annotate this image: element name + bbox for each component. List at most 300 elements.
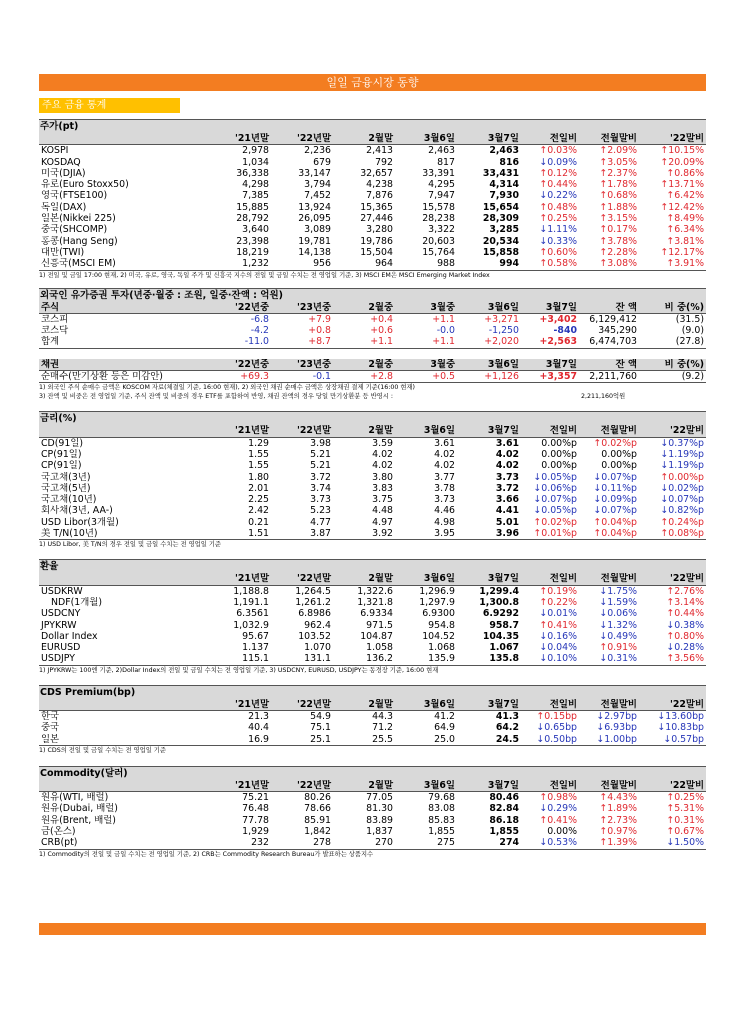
- cell-value: ↑0.44%: [666, 608, 704, 620]
- cell-value: ↓0.28%: [666, 642, 704, 654]
- cell-value: 2,211,760: [579, 371, 639, 383]
- cell-value: +3,271: [484, 313, 519, 325]
- cell-value: 1,188.8: [233, 585, 269, 597]
- column-header: '22말비: [639, 780, 706, 792]
- column-header: 잔 액: [579, 359, 639, 371]
- cell-value: ↓6.93bp: [596, 722, 637, 734]
- table-row: [39, 202, 706, 213]
- cell-value: 13,924: [298, 201, 331, 213]
- cell-value: ↓1.11%: [539, 224, 577, 236]
- cell-value: 4.02: [495, 448, 519, 460]
- cell-value: ↑0.80%: [666, 630, 704, 642]
- cell-value: ↑0.19%: [539, 585, 577, 597]
- cell-value: 85.91: [304, 814, 331, 826]
- cell-value: 1,032.9: [233, 619, 269, 631]
- commodity-section: [39, 766, 706, 859]
- column-header: 2월말: [333, 573, 395, 585]
- cell-value: 0.00%p: [541, 437, 577, 449]
- cell-value: 19,786: [360, 235, 393, 247]
- column-header: '22년말: [271, 780, 333, 792]
- column-header: [39, 573, 209, 585]
- cell-value: ↑1.39%: [579, 837, 639, 849]
- row-label: 대만(TWI): [41, 246, 85, 258]
- cell-value: 103.52: [298, 630, 331, 642]
- table-row: [39, 213, 706, 224]
- table-row: [39, 815, 706, 826]
- cell-value: 3.61: [434, 437, 455, 449]
- cell-value: 3,280: [366, 224, 393, 236]
- cell-value: 274: [457, 837, 521, 849]
- row-label: 美 T/N(10년): [39, 528, 209, 540]
- cell-value: ↓0.07%p: [533, 494, 577, 506]
- cell-value: 15,365: [360, 201, 393, 213]
- fx-section: [39, 559, 706, 674]
- cell-value: 36,338: [236, 167, 269, 179]
- cell-value: -0.0: [436, 325, 455, 337]
- table-row: [39, 642, 706, 653]
- cell-value: 77.05: [366, 792, 393, 804]
- table-row: [39, 313, 706, 325]
- cell-value: 6,474,703: [579, 336, 639, 348]
- cell-value: ↑0.86%: [666, 167, 704, 179]
- cell-value: +0.4: [370, 313, 393, 325]
- cell-value: +2,563: [521, 336, 579, 348]
- column-header: '22년중: [209, 359, 271, 371]
- cell-value: 20,534: [482, 235, 519, 247]
- table-row: [39, 145, 706, 157]
- cell-value: 44.3: [372, 710, 393, 722]
- commodity-note: 1) Commodity의 전일 및 금일 수치는 전 영업일 기준, 2) CRB는 Commodity Research Bureau가 발표하는 상품지수: [39, 850, 374, 858]
- cell-value: 1,034: [242, 156, 269, 168]
- cell-value: ↑3.56%: [639, 653, 706, 665]
- cell-value: 3.61: [495, 437, 519, 449]
- cell-value: 3.98: [310, 437, 331, 449]
- cell-value: 4.02: [434, 448, 455, 460]
- cell-value: 75.1: [310, 722, 331, 734]
- cell-value: (9.2): [639, 371, 706, 383]
- cell-value: 0.00%p: [541, 448, 577, 460]
- cell-value: 4.02: [372, 460, 393, 472]
- cell-value: 1,322.6: [357, 585, 393, 597]
- cell-value: -4.2: [250, 325, 269, 337]
- cell-value: 3.87: [271, 528, 333, 540]
- row-label: CRB(pt): [39, 837, 209, 849]
- cell-value: 1.070: [304, 642, 331, 654]
- cell-value: ↓1.00bp: [579, 734, 639, 746]
- cell-value: 1.058: [366, 642, 393, 654]
- column-header: '22년말: [271, 425, 333, 437]
- cell-value: 76.48: [242, 803, 269, 815]
- foreign-section: [39, 288, 706, 402]
- cell-value: ↓0.01%: [539, 608, 577, 620]
- cell-value: ↑0.00%p: [660, 471, 704, 483]
- cell-value: ↓0.38%: [666, 619, 704, 631]
- row-label: 국고채(5년): [41, 482, 91, 494]
- table-row: [39, 472, 706, 483]
- cell-value: 80.26: [304, 792, 331, 804]
- cell-value: ↓13.60bp: [657, 710, 704, 722]
- cell-value: 956: [271, 258, 333, 270]
- cell-value: ↑0.25%: [539, 213, 577, 225]
- stocks-table: [39, 133, 706, 271]
- column-header: 3월7일: [457, 133, 521, 145]
- cell-value: ↓0.82%p: [660, 505, 704, 517]
- cell-value: 971.5: [366, 619, 393, 631]
- cell-value: +0.8: [308, 325, 331, 337]
- cell-value: ↑0.03%: [539, 145, 577, 157]
- cell-value: 988: [395, 258, 457, 270]
- table-row: [39, 258, 706, 270]
- cell-value: +0.5: [395, 371, 457, 383]
- cds-section: [39, 685, 706, 755]
- cell-value: ↑0.25%: [666, 792, 704, 804]
- cell-value: 1,264.5: [295, 585, 331, 597]
- cell-value: ↑0.24%p: [660, 516, 704, 528]
- cell-value: 5.21: [310, 460, 331, 472]
- row-label: 홍콩(Hang Seng): [41, 235, 118, 247]
- column-header: '22년중: [209, 302, 271, 314]
- foreign-bond-table: [39, 359, 706, 384]
- table-row: [39, 224, 706, 235]
- cell-value: ↑0.01%p: [521, 528, 579, 540]
- row-label: 유로(Euro Stoxx50): [41, 179, 129, 191]
- column-header: '22말비: [639, 699, 706, 711]
- column-header: 2월말: [333, 133, 395, 145]
- cell-value: 71.2: [372, 722, 393, 734]
- cell-value: ↓0.09%: [539, 156, 577, 168]
- cell-value: 6.3561: [236, 608, 269, 620]
- cell-value: 2,463: [489, 145, 519, 157]
- cell-value: 1,855: [428, 826, 455, 838]
- cell-value: ↓1.59%: [599, 596, 637, 608]
- cell-value: 3.75: [372, 494, 393, 506]
- column-header: 3월7일: [457, 699, 521, 711]
- column-header: 전일비: [521, 699, 579, 711]
- cell-value: 85.83: [428, 814, 455, 826]
- cell-value: 18,219: [236, 246, 269, 258]
- column-header: 전일비: [521, 133, 579, 145]
- column-header: 3월7일: [457, 780, 521, 792]
- cell-value: 33,391: [422, 167, 455, 179]
- cell-value: ↑0.08%p: [639, 528, 706, 540]
- cell-value: ↓0.50bp: [521, 734, 579, 746]
- table-row: [39, 168, 706, 179]
- row-label: 회사채(3년, AA-): [41, 505, 113, 517]
- cell-value: 4,314: [489, 179, 519, 191]
- cell-value: ↑2.76%: [666, 585, 704, 597]
- row-label: 원유(WTI, 배럴): [41, 792, 109, 804]
- row-label: USDCNY: [41, 608, 81, 620]
- cell-value: 7,452: [304, 190, 331, 202]
- header-row: [39, 359, 706, 371]
- cell-value: (9.0): [681, 325, 704, 337]
- cell-value: ↓0.07%p: [593, 505, 637, 517]
- row-label: 원유(Brent, 배럴): [41, 814, 116, 826]
- cell-value: ↓0.09%p: [593, 494, 637, 506]
- table-row: [39, 722, 706, 733]
- cell-value: 81.30: [366, 803, 393, 815]
- cell-value: ↑0.91%: [599, 642, 637, 654]
- column-header: 2월중: [333, 302, 395, 314]
- cell-value: ↑20.09%: [660, 156, 704, 168]
- cell-value: ↑6.42%: [666, 190, 704, 202]
- cell-value: ↑0.97%: [599, 826, 637, 838]
- cell-value: 1,297.9: [419, 596, 455, 608]
- cell-value: +1.1: [432, 313, 455, 325]
- cell-value: 79.68: [428, 792, 455, 804]
- cell-value: 115.1: [209, 653, 271, 665]
- report-page: [39, 74, 706, 859]
- table-row: [39, 826, 706, 837]
- column-header: 전월말비: [579, 699, 639, 711]
- cell-value: 40.4: [248, 722, 269, 734]
- cell-value: 80.46: [489, 792, 519, 804]
- cell-value: ↓0.05%p: [533, 505, 577, 517]
- row-label: 영국(FTSE100): [41, 190, 108, 202]
- table-row: [39, 236, 706, 247]
- cell-value: ↑3.91%: [639, 258, 706, 270]
- cell-value: -1,250: [488, 325, 519, 337]
- column-header: '21년말: [209, 573, 271, 585]
- cell-value: ↓0.37%p: [660, 437, 704, 449]
- fx-table: [39, 573, 706, 665]
- cell-value: 1,321.8: [357, 596, 393, 608]
- cell-value: 41.3: [495, 710, 519, 722]
- row-label: JPYKRW: [41, 619, 77, 631]
- cell-value: 1,232: [209, 258, 271, 270]
- cell-value: 7,876: [366, 190, 393, 202]
- cell-value: ↑5.31%: [666, 803, 704, 815]
- fx-section-title: 환율: [39, 559, 706, 573]
- cell-value: 25.0: [395, 734, 457, 746]
- table-row: [39, 803, 706, 814]
- cell-value: 3.74: [310, 482, 331, 494]
- cell-value: 3.73: [310, 494, 331, 506]
- cell-value: 958.7: [489, 619, 519, 631]
- cell-value: ↓1.50%: [639, 837, 706, 849]
- column-header: '22말비: [639, 573, 706, 585]
- column-header: '23년중: [271, 359, 333, 371]
- cell-value: 104.52: [422, 630, 455, 642]
- column-header: 채권: [39, 359, 209, 371]
- table-row: [39, 157, 706, 168]
- cell-value: 3,089: [304, 224, 331, 236]
- cell-value: ↑0.41%: [539, 619, 577, 631]
- cell-value: 3.78: [434, 482, 455, 494]
- column-header: '21년말: [209, 780, 271, 792]
- cell-value: ↓0.53%: [521, 837, 579, 849]
- column-header: 3월6일: [395, 780, 457, 792]
- table-row: [39, 179, 706, 190]
- table-row: [39, 710, 706, 722]
- bottom-bar: [39, 923, 706, 935]
- cell-value: 2,236: [304, 145, 331, 157]
- column-header: 3월7일: [521, 302, 579, 314]
- cell-value: 816: [499, 156, 519, 168]
- cell-value: 1,855: [489, 826, 519, 838]
- cell-value: ↑0.48%: [539, 201, 577, 213]
- cell-value: +1.1: [333, 336, 395, 348]
- table-row: [39, 620, 706, 631]
- table-row: [39, 437, 706, 449]
- column-header: 2월중: [333, 359, 395, 371]
- fx-note: 1) JPYKRW는 100엔 기준, 2)Dollar Index의 전일 및 금일 수치는 전 영업일 기준, 3) USDCNY, EURUSD, USDJPY는 동경장 기준, 16:00 현재: [39, 666, 439, 674]
- cell-value: 1.55: [248, 448, 269, 460]
- column-header: [39, 425, 209, 437]
- cell-value: 3.73: [495, 471, 519, 483]
- cell-value: 15,504: [360, 246, 393, 258]
- cell-value: ↑3.05%: [599, 156, 637, 168]
- cell-value: 25.5: [333, 734, 395, 746]
- header-row: [39, 780, 706, 792]
- cell-value: 4.02: [495, 460, 519, 472]
- cell-value: 2,413: [366, 145, 393, 157]
- cell-value: 6.8986: [298, 608, 331, 620]
- cell-value: 1.067: [489, 642, 519, 654]
- cell-value: 33,431: [482, 167, 519, 179]
- cell-value: 28,792: [236, 213, 269, 225]
- cell-value: -11.0: [209, 336, 271, 348]
- cell-value: 3.66: [495, 494, 519, 506]
- cell-value: ↓0.10%: [521, 653, 579, 665]
- cell-value: 4.77: [310, 516, 331, 528]
- row-label: EURUSD: [41, 642, 81, 654]
- cell-value: 6,129,412: [589, 313, 637, 325]
- cell-value: ↑2.37%: [599, 167, 637, 179]
- column-header: '22년말: [271, 133, 333, 145]
- column-header: '21년말: [209, 699, 271, 711]
- cell-value: -840: [553, 325, 577, 337]
- stocks-section: [39, 119, 706, 280]
- cell-value: 0.00%p: [601, 460, 637, 472]
- cell-value: ↑0.68%: [599, 190, 637, 202]
- cell-value: 5.23: [310, 505, 331, 517]
- cell-value: ↑3.14%: [666, 596, 704, 608]
- cell-value: 33,147: [298, 167, 331, 179]
- cell-value: 1.068: [428, 642, 455, 654]
- cell-value: 3,285: [489, 224, 519, 236]
- table-row: [39, 494, 706, 505]
- column-header: 주식: [39, 302, 209, 314]
- cell-value: 2,463: [428, 145, 455, 157]
- cell-value: 77.78: [242, 814, 269, 826]
- cell-value: ↑0.44%: [539, 179, 577, 191]
- cell-value: +8.7: [271, 336, 333, 348]
- row-label: USD Libor(3개월): [41, 516, 119, 528]
- cell-value: +69.3: [209, 371, 271, 383]
- cell-value: 4,298: [242, 179, 269, 191]
- cell-value: 1.137: [242, 642, 269, 654]
- column-header: 전일비: [521, 780, 579, 792]
- row-label: 일본(Nikkei 225): [41, 213, 116, 225]
- column-header: '22말비: [639, 133, 706, 145]
- row-label: KOSPI: [41, 145, 69, 157]
- cell-value: ↓1.19%p: [660, 460, 704, 472]
- rates-section-title: 금리(%): [39, 411, 706, 425]
- cell-value: 23,398: [236, 235, 269, 247]
- cell-value: 275: [395, 837, 457, 849]
- row-label: 코스피: [41, 313, 69, 325]
- cell-value: ↑1.78%: [599, 179, 637, 191]
- cell-value: 75.21: [242, 792, 269, 804]
- cell-value: 1,929: [242, 826, 269, 838]
- cell-value: ↓0.11%p: [593, 482, 637, 494]
- cell-value: 345,290: [598, 325, 637, 337]
- foreign-note-2: [39, 393, 706, 401]
- column-header: 3월6일: [457, 302, 521, 314]
- column-header: 비 중(%): [639, 359, 706, 371]
- row-label: 합계: [39, 336, 209, 348]
- cell-value: 3.73: [434, 494, 455, 506]
- row-label: 국고채(10년): [41, 494, 97, 506]
- cell-value: ↑0.15bp: [536, 710, 577, 722]
- cell-value: ↑0.67%: [666, 826, 704, 838]
- cell-value: +2.8: [333, 371, 395, 383]
- cell-value: +3,402: [539, 313, 577, 325]
- cell-value: 131.1: [271, 653, 333, 665]
- row-label: 순매수(만기상환 등은 미감안): [39, 371, 209, 383]
- foreign-note-2-value: 2,211,160억원: [581, 393, 626, 401]
- header-row: [39, 133, 706, 145]
- cell-value: 3.95: [395, 528, 457, 540]
- report-subtitle: 주요 금융 통계: [39, 98, 180, 113]
- cell-value: 0.00%p: [541, 460, 577, 472]
- cell-value: ↓1.75%: [599, 585, 637, 597]
- cell-value: 28,238: [422, 213, 455, 225]
- cell-value: ↑0.31%: [666, 814, 704, 826]
- table-row: [39, 653, 706, 665]
- cell-value: +3,357: [521, 371, 579, 383]
- table-row: [39, 460, 706, 471]
- cell-value: 1,300.8: [479, 596, 519, 608]
- column-header: 전일비: [521, 425, 579, 437]
- cell-value: ↓0.65bp: [536, 722, 577, 734]
- cell-value: 54.9: [310, 710, 331, 722]
- row-label: 중국: [41, 722, 60, 734]
- column-header: 2월말: [333, 425, 395, 437]
- cell-value: 4.02: [372, 448, 393, 460]
- table-row: [39, 608, 706, 619]
- column-header: [39, 699, 209, 711]
- row-label: 코스닥: [41, 325, 69, 337]
- cell-value: 32,657: [360, 167, 393, 179]
- commodity-table: [39, 780, 706, 850]
- column-header: 전일비: [521, 573, 579, 585]
- cell-value: 3.72: [310, 471, 331, 483]
- cell-value: ↓0.07%p: [593, 471, 637, 483]
- column-header: [39, 133, 209, 145]
- cell-value: 14,138: [298, 246, 331, 258]
- cell-value: 1.51: [209, 528, 271, 540]
- cell-value: ↓0.29%: [539, 803, 577, 815]
- row-label: KOSDAQ: [41, 156, 81, 168]
- table-row: [39, 483, 706, 494]
- cell-value: +7.9: [308, 313, 331, 325]
- cell-value: 1.29: [248, 437, 269, 449]
- cell-value: 6.9300: [422, 608, 455, 620]
- column-header: 3월7일: [457, 425, 521, 437]
- column-header: 2월말: [333, 699, 395, 711]
- cell-value: 104.87: [360, 630, 393, 642]
- cell-value: ↑3.15%: [599, 213, 637, 225]
- cell-value: +1.1: [395, 336, 457, 348]
- cell-value: 3.72: [495, 482, 519, 494]
- cell-value: 24.5: [457, 734, 521, 746]
- cell-value: 3.77: [434, 471, 455, 483]
- cell-value: 104.35: [482, 630, 519, 642]
- cell-value: ↓10.83bp: [657, 722, 704, 734]
- cell-value: -6.8: [250, 313, 269, 325]
